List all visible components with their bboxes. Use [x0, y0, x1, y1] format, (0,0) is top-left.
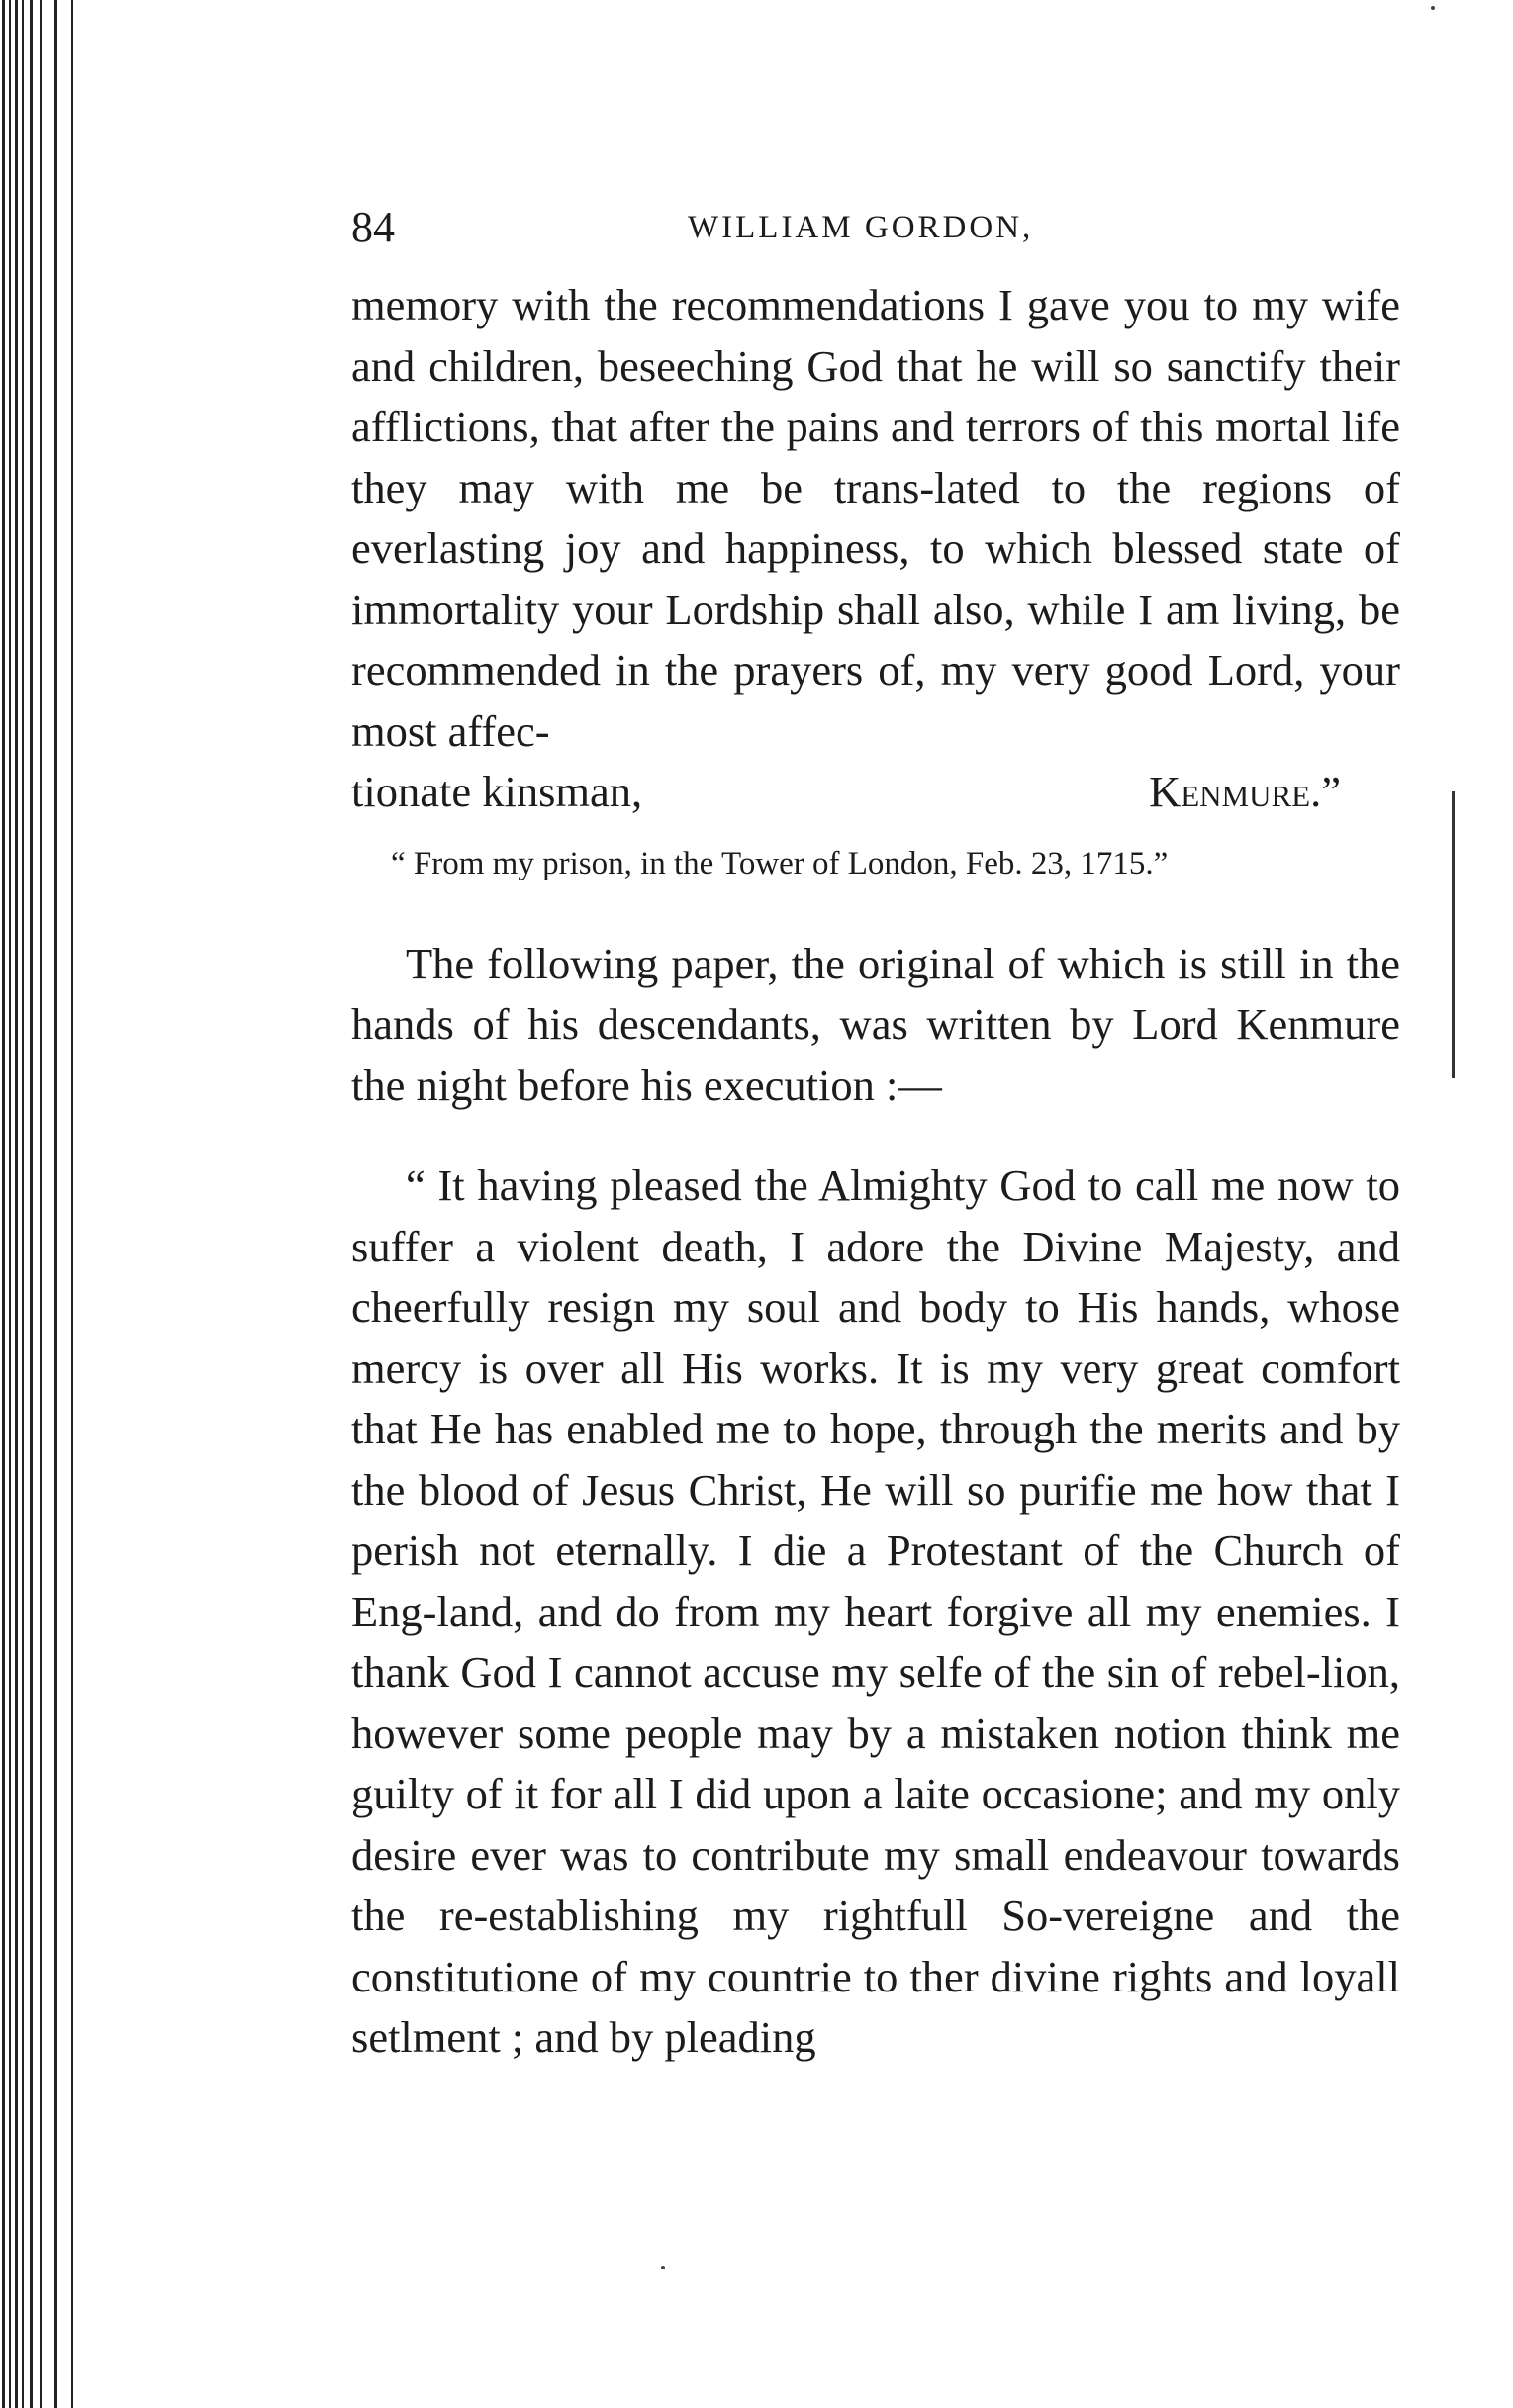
- ink-speck: [1431, 6, 1435, 10]
- declaration-paragraph: “ It having pleased the Almighty God to call me now to suffer a violent death, I adore the Divine Majesty, and cheerfully resign my soul and body to His hands, whose mercy is over all His works. It is my very great comfort that He has enabled me to hope, through the merits and by the blood of Jesus Christ, He will so purifie me how that I perish not eternally. I die a Protestant of the Church of Eng-land, and do from my heart forgive all my enemies. I thank God I cannot accuse my selfe of the sin of rebel-lion, however some people may by a mistaken notion think me guilty of it for all I did upon a laite occasione; and my only desire ever was to contribute my small endeavour towards the re-establishing my rightfull So-vereigne and the constitutione of my countrie to ther divine rights and loyall setlment ; and by pleading: [351, 1160, 1400, 2062]
- binding-gutter: [0, 0, 89, 2408]
- book-page: [351, 188, 1400, 2069]
- dateline: “ From my prison, in the Tower of London, Feb. 23, 1715.”: [391, 845, 1169, 881]
- running-head: [351, 188, 1400, 267]
- running-title: WILLIAM GORDON,: [688, 210, 1034, 245]
- intro-paragraph: The following paper, the original of which is still in the hands of his descendants, was written by Lord Kenmure the night before his execution :—: [351, 938, 1400, 1110]
- letter-continuation: memory with the recommendations I gave you to my wife and children, beseeching God that he will so sanctify their afflictions, that after the pains and terrors of this mortal life they may with me be trans-lated to the regions of everlasting joy and happiness, to which blessed state of immortality your Lordship shall also, while I am living, be recommended in the prayers of, my very good Lord, your most affec-: [351, 280, 1400, 756]
- signature: Kenmure.”: [1149, 767, 1341, 816]
- page-number: 84: [351, 203, 395, 251]
- margin-mark: [1452, 791, 1455, 1078]
- letter-closing: [351, 762, 1400, 823]
- ink-speck: [661, 2266, 665, 2269]
- closing-salutation: tionate kinsman,: [351, 767, 643, 816]
